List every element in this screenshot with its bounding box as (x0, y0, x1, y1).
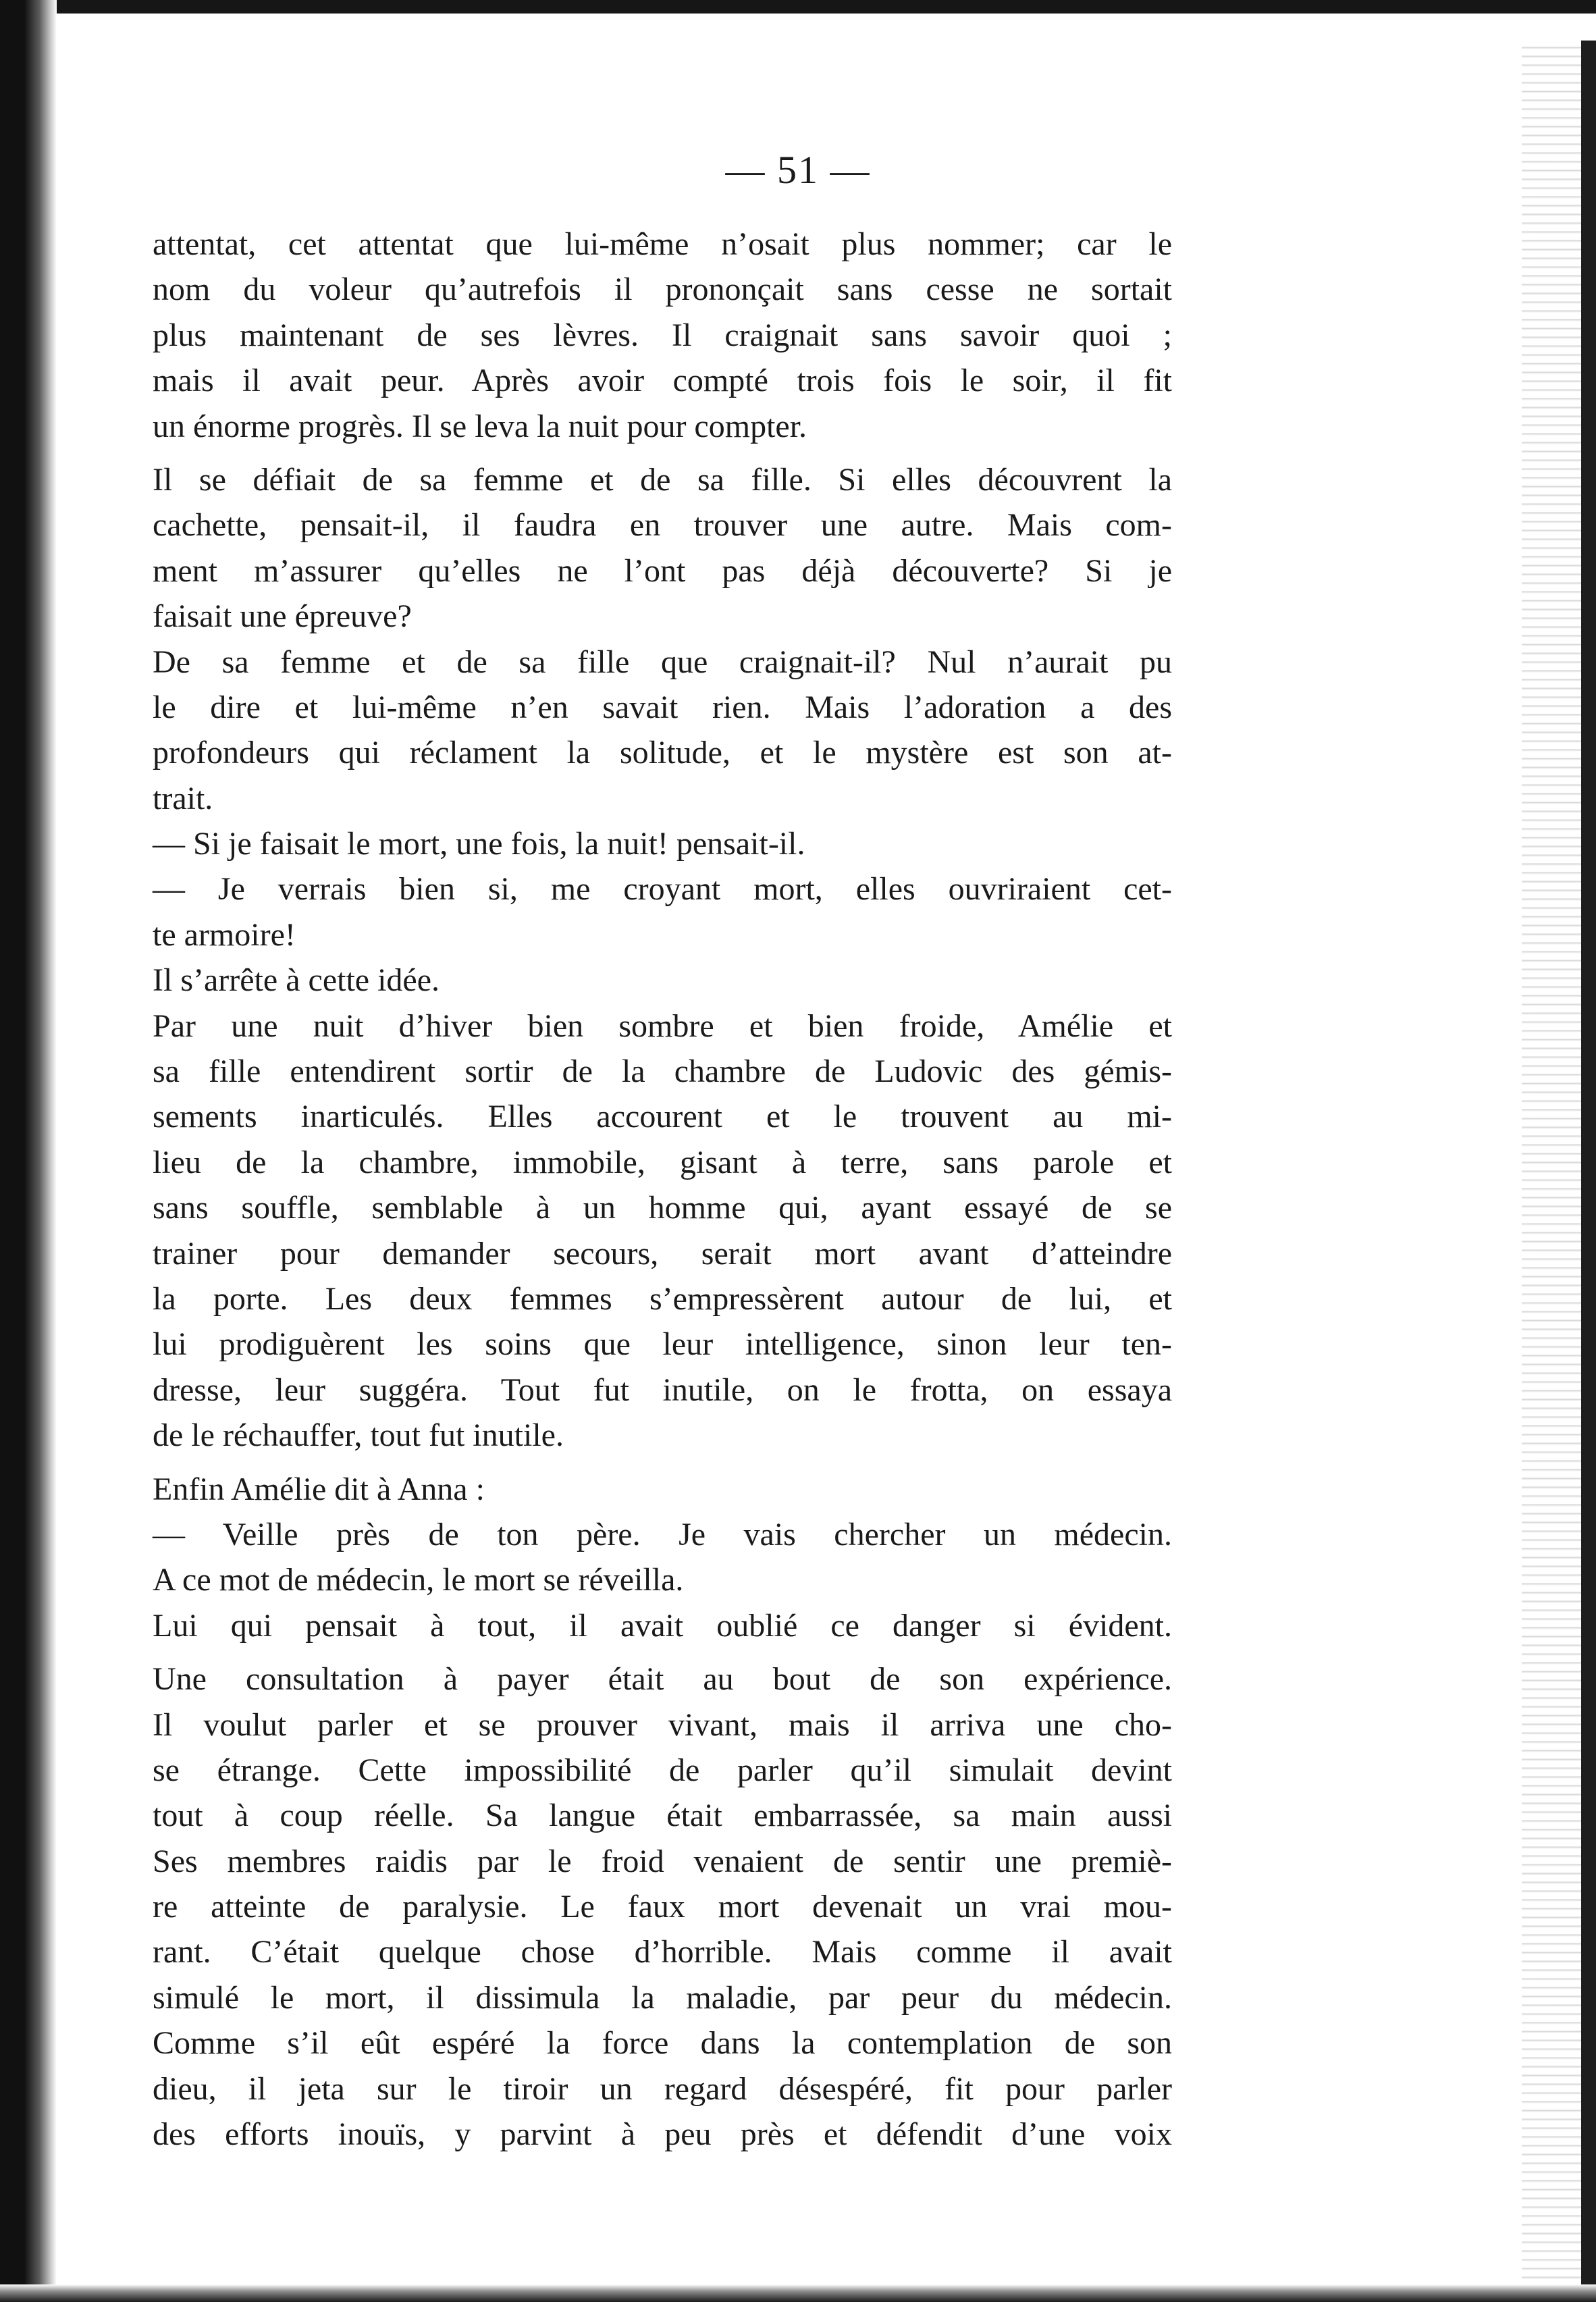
scan-right-border (1581, 41, 1596, 2302)
text-line: trait. (153, 780, 213, 816)
text-line: Lui qui pensait à tout, il avait oublié ce danger si évident. (153, 1607, 1172, 1644)
text-line: lieu de la chambre, immobile, gisant à terre, sans parole et (153, 1144, 1172, 1180)
text-line: plus maintenant de ses lèvres. Il craignait sans savoir quoi ; (153, 317, 1172, 353)
text-line: Ses membres raidis par le froid venaient de sentir une premiè- (153, 1843, 1172, 1879)
text-line: Enfin Amélie dit à Anna : (153, 1471, 485, 1507)
text-line: ment m’assurer qu’elles ne l’ont pas déjà découverte? Si je (153, 552, 1172, 589)
scan-top-border (0, 0, 1596, 14)
text-line: cachette, pensait-il, il faudra en trouver une autre. Mais com- (153, 507, 1172, 544)
text-line: le dire et lui-même n’en savait rien. Mais l’adoration a des (153, 689, 1172, 725)
text-line: tout à coup réelle. Sa langue était embarrassée, sa main aussi (153, 1798, 1172, 1834)
text-line: dieu, il jeta sur le tiroir un regard désespéré, fit pour parler (153, 2070, 1172, 2107)
text-line: re atteinte de paralysie. Le faux mort devenait un vrai mou- (153, 1889, 1172, 1925)
scan-bottom-border (0, 2284, 1596, 2302)
text-line: un énorme progrès. Il se leva la nuit pour compter. (153, 408, 807, 444)
body-text (153, 221, 1172, 2157)
text-line: Il voulut parler et se prouver vivant, mais il arriva une cho- (153, 1706, 1172, 1743)
text-line: sements inarticulés. Elles accourent et le trouvent au mi- (153, 1099, 1172, 1135)
text-line: profondeurs qui réclament la solitude, et le mystère est son at- (153, 735, 1172, 771)
text-line: sans souffle, semblable à un homme qui, ayant essayé de se (153, 1190, 1172, 1226)
scan-left-border (0, 0, 57, 2302)
text-line: Comme s’il eût espéré la force dans la contemplation de son (153, 2025, 1172, 2062)
text-line: la porte. Les deux femmes s’empressèrent autour de lui, et (153, 1280, 1172, 1317)
text-line: lui prodiguèrent les soins que leur intelligence, sinon leur ten- (153, 1326, 1172, 1363)
text-line: Par une nuit d’hiver bien sombre et bien froide, Amélie et (153, 1008, 1172, 1044)
text-line: A ce mot de médecin, le mort se réveilla. (153, 1562, 684, 1598)
text-line: dresse, leur suggéra. Tout fut inutile, on le frotta, on essaya (153, 1371, 1172, 1408)
text-line: te armoire! (153, 916, 296, 953)
text-line: — Veille près de ton père. Je vais chercher un médecin. (153, 1516, 1172, 1552)
text-line: — Si je faisait le mort, une fois, la nuit! pensait-il. (153, 826, 805, 862)
text-line: attentat, cet attentat que lui-même n’osait plus nommer; car le (153, 226, 1172, 262)
text-line: — Je verrais bien si, me croyant mort, elles ouvriraient cet- (153, 871, 1172, 908)
text-line: De sa femme et de sa fille que craignait-il? Nul n’aurait pu (153, 644, 1172, 680)
text-line: rant. C’était quelque chose d’horrible. Mais comme il avait (153, 1934, 1172, 1970)
text-line: Une consultation à payer était au bout de son expérience. (153, 1661, 1172, 1698)
text-line: Il se défiait de sa femme et de sa fille. Si elles découvrent la (153, 461, 1172, 498)
page-number: — 51 — (725, 148, 871, 192)
text-line: mais il avait peur. Après avoir compté trois fois le soir, il fit (153, 363, 1172, 399)
text-line: de le réchauffer, tout fut inutile. (153, 1417, 564, 1454)
text-line: nom du voleur qu’autrefois il prononçait sans cesse ne sortait (153, 271, 1172, 308)
text-line: trainer pour demander secours, serait mort avant d’atteindre (153, 1235, 1172, 1272)
text-line: faisait une épreuve? (153, 598, 412, 635)
text-line: sa fille entendirent sortir de la chambre de Ludovic des gémis- (153, 1053, 1172, 1090)
text-line: simulé le mort, il dissimula la maladie, par peur du médecin. (153, 1979, 1172, 2016)
text-line: Il s’arrête à cette idée. (153, 962, 440, 999)
text-line: se étrange. Cette impossibilité de parler qu’il simulait devint (153, 1752, 1172, 1788)
text-line: des efforts inouïs, y parvint à peu près et défendit d’une voix (153, 2116, 1172, 2153)
